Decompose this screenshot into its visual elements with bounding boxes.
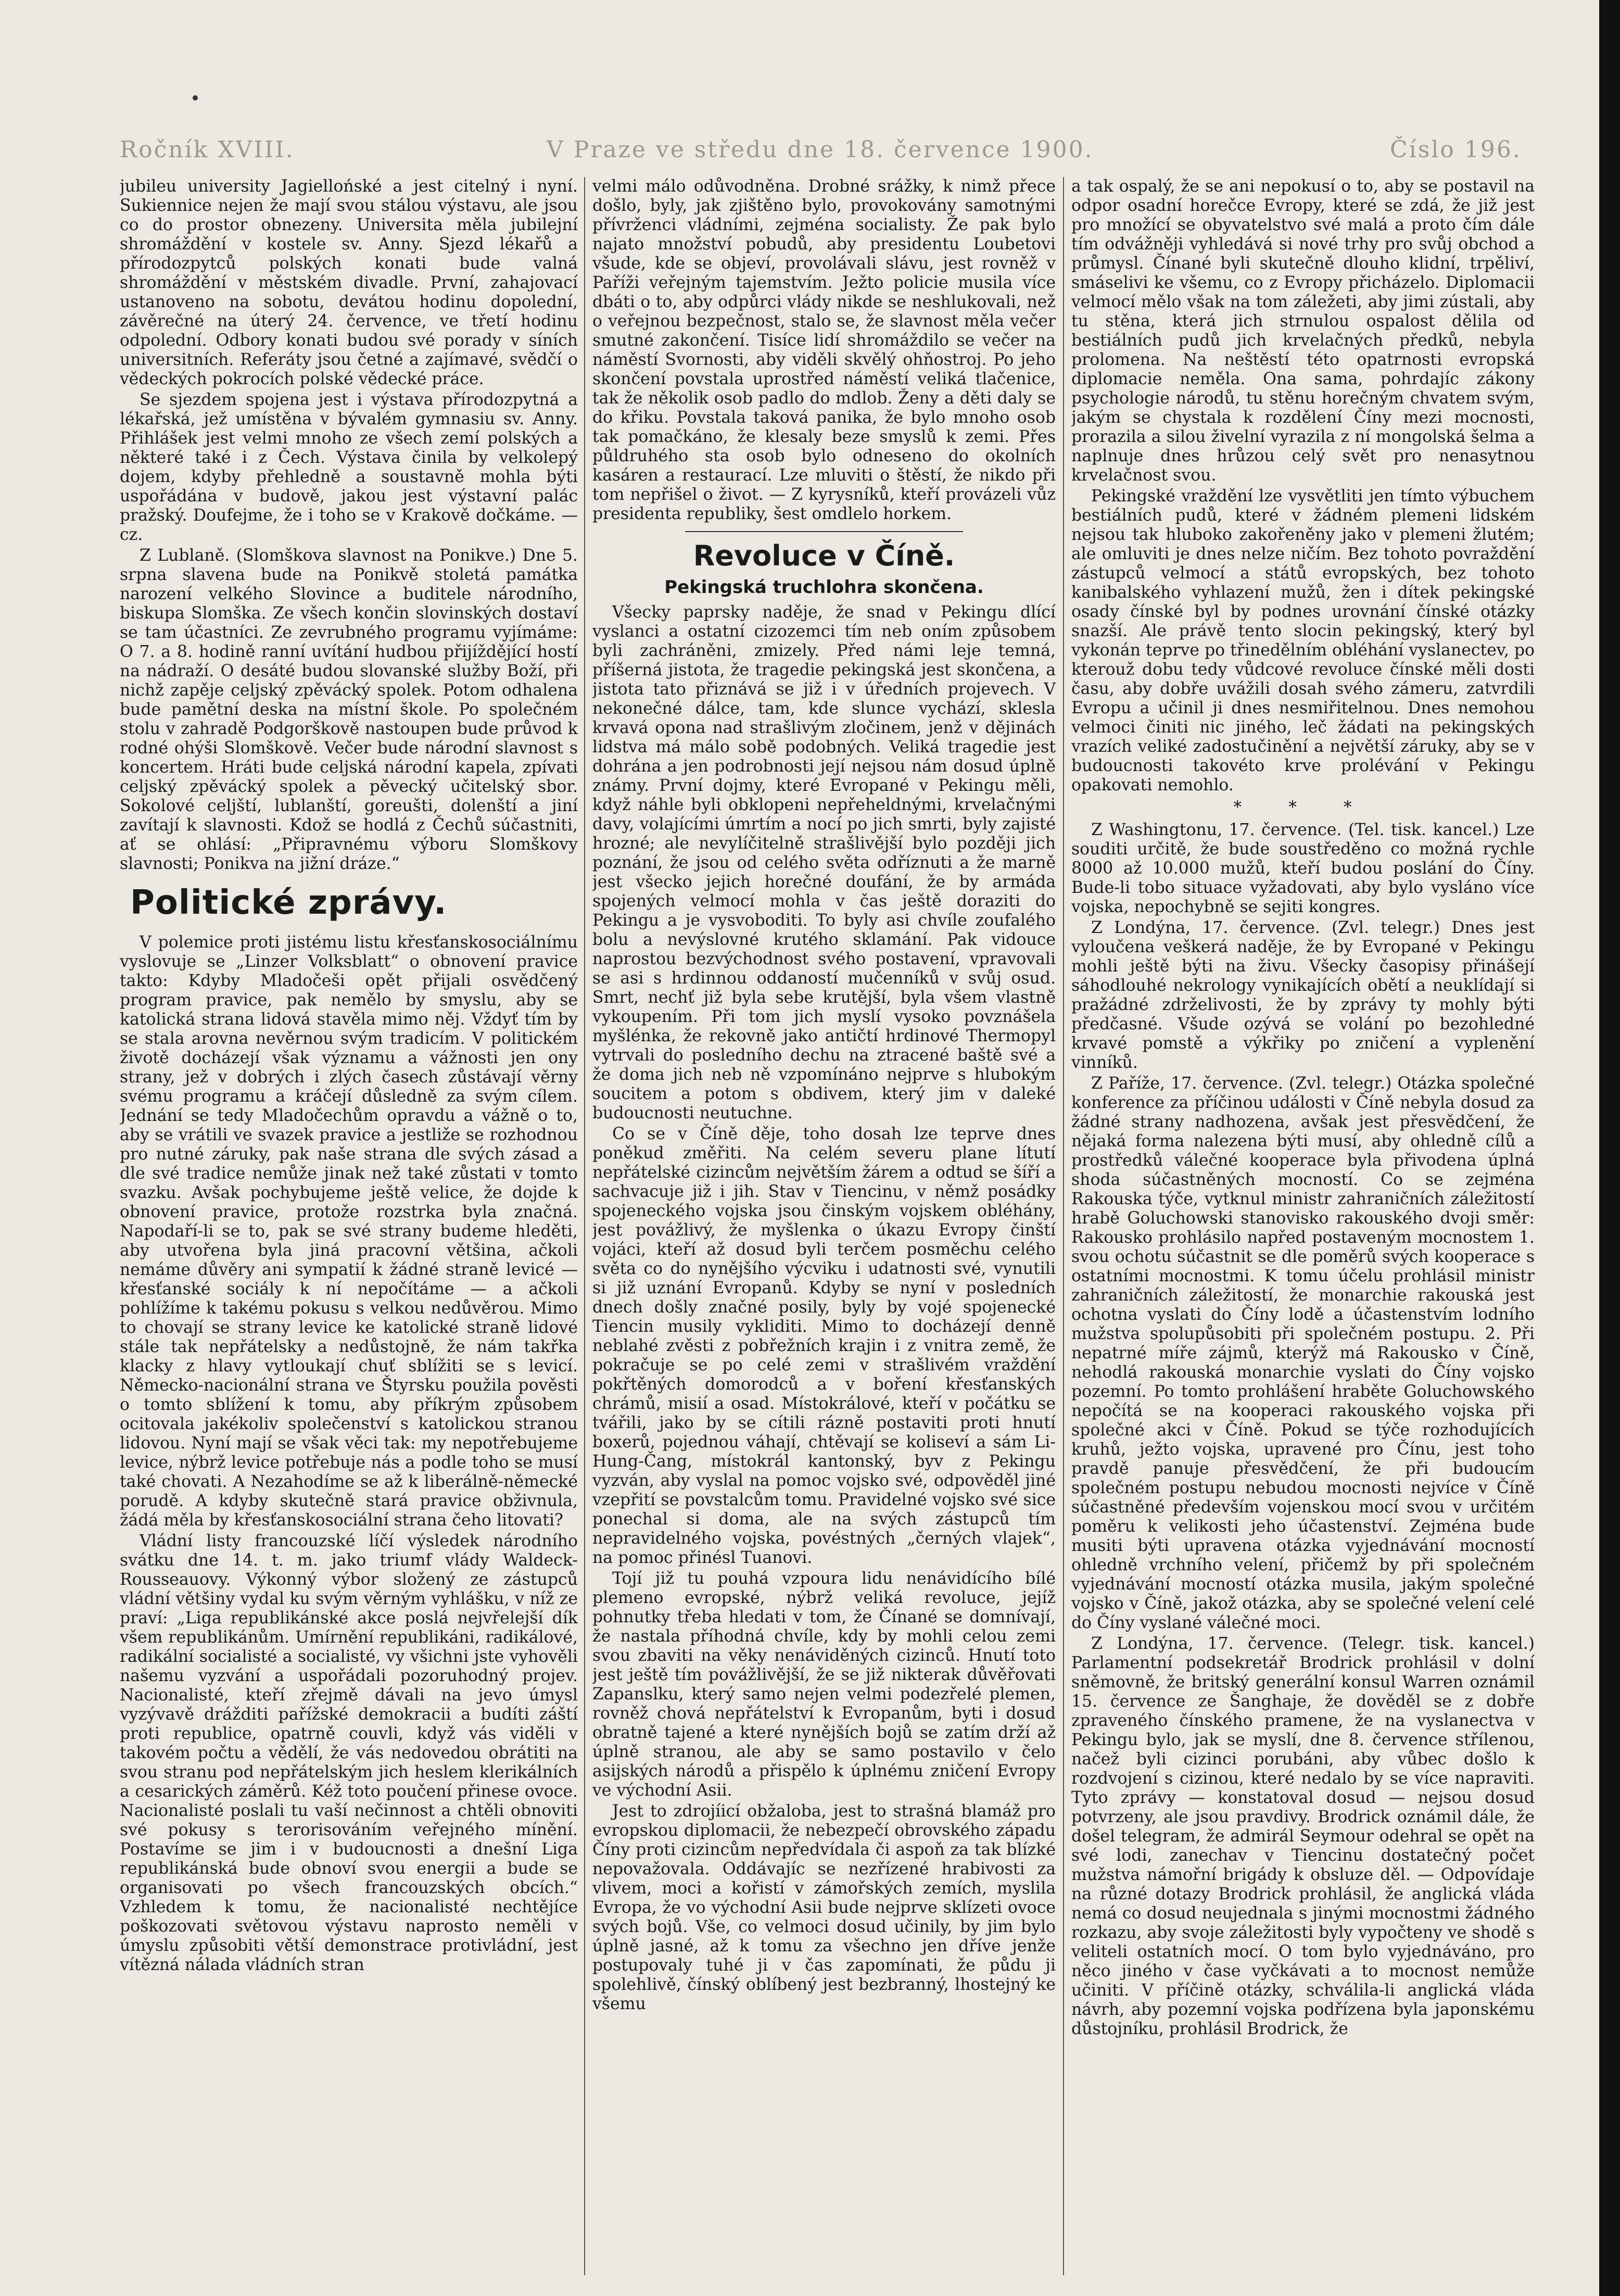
issue-date: V Praze ve středu dne 18. července 1900.: [547, 136, 1094, 163]
issue-number: Číslo 196.: [1390, 136, 1522, 163]
section-title: Politické zprávy.: [130, 884, 447, 922]
scan-edge: [1599, 0, 1620, 2296]
article-paragraph: Všecky paprsky naděje, že snad v Pekingu dlící vyslanci a ostatní cizozemci tím neb oním způsobem byli zachráněni, zmizely. Před námi leje temná, příšerná jistota, že tragedie pekingská jest skončena, a jistota tato přiznává se již i v úředních projevech. V nekonečné dálce, tam, kde slunce vychází, sklesla krvavá opona nad strašlivým zločinem, jenž v dějinách lidstva má málo sobě podobných. Veliká tragedie jest dohrána a jen podrobnosti její nejsou nám dosud úplně známy. První dojmy, které Evropané v Pekingu měli, když náhle byli obklopeni nepřeheldnými, krvelačnými davy, volajícími úmrtím a nocí po jich smrti, byly zajisté hrozné; ale nevylíčitelně strašlivější bylo později jich poznání, že jsou od celého světa odříznuti a že marně jest všecko jejich horečné doufání, že by armáda spojených velmocí mohla v čas ještě doraziti do Pekingu a je vysvoboditi. To byly asi chvíle zoufalého bolu a nevýslovné krutého sklamání. Pak vidouce naprostou bezvýchodnost svého postavení, vpravovali se asi s hrdinnou oddaností mučenníků v svůj osud. Smrt, nechť již byla sebe krutější, byla všem vlastně vykoupením. Při tom jich myslí vysoko povznášela myšlénka, že rekovně jako antičtí hrdinové Thermopyl vytrvali do posledního dechu na ztracené baště své a že doma jich neb ně vzpomínáno nejprve s hlubokým soucitem a potom s obdivem, který jim v daleké budoucnosti neutuchne.: [592, 603, 1056, 1122]
news-item: Z Paříže, 17. července. (Zvl. telegr.) Otázka společné konference za příčinou události v Číně nebyla dosud za žádné strany nadhozena, avšak jest přesvědčení, že nějaká forma nalezena býti musí, aby ohledně cílů a prostředků válečné kooperace byla přivodena úplná shoda súčastněných mocností. Co se zejména Rakouska týče, vytknul ministr zahraničních záležitostí hrabě Goluchowski stanovisko rakouského dvoji směr: Rakousko prohlásilo napřed postaveným mocnostem 1. svou ochotu súčastnit se dle poměrů svých kooperace s ostatními mocnostmi. K tomu účelu prohlásil ministr zahraničních záležitostí, že monarchie rakouská jest ochotna vyslati do Číny lodě a účastenstvím lodního mužstva spolupůsobiti při společném postupu. 2. Při nepatrné míře zájmů, kterýž má Rakousko v Číně, nehodlá rakouská monarchie vyslati do Číny vojsko pozemní. Po tomto prohlášení hraběte Goluchowského nepočítá se na kooperaci rakouského vojska při společné akci v Číně. Pokud se týče rozhodujících kruhů, ježto vojska, upravené pro Čínu, jest toho pravdě panuje přesvědčení, že při budoucím společném postupu nebudou mocnosti nejvíce v Číně súčastněné především vojenskou mocí svou v určitém poměru k velikosti jeho účastenství. Zejména bude musiti býti upravena otázka vyjednávání mocností ohledně vrchního velení, přičemž by při společném vyjednávání mocností otázka musila, jakým společné vojsko v Číně, jakož otázka, aby se společné velení celé do Číny vyslané válečné moci.: [1071, 1074, 1535, 1632]
article-paragraph: Pekingské vraždění lze vysvětliti jen tímto výbuchem bestiálních pudů, které v žádném plemeni lidském nejsou tak hluboko zakořeněny jako v plemeni žlutém; ale omluviti je dnes nelze ničím. Bez tohoto povraždění zástupců velmocí a států evropských, bez tohoto kanibalského vyhlazení mužů, žen i dítek pekingské osady čínské byl by podnes urovnání čínské otázky snazší. Ale právě tento slocin pekingský, který byl vykonán teprve po třinedělním obléhání vyslanectev, po kterouž dobu tedy vůdcové revoluce čínské měli dosti času, aby dobře uvážili dosah svého zámeru, zatvrdili Evropu a učinil ji dnes nesmiřitelnou. Dnes nemohou velmoci činiti nic jiného, leč žádati na pekingských vrazích veliké zadostučinění a největší záruky, aby se v budoucnosti takovéto krve prolévání v Pekingu opakovati nemohlo.: [1071, 487, 1535, 794]
column-3: [1071, 177, 1535, 2280]
masthead-line: [120, 136, 1522, 173]
article-paragraph: Vládní listy francouzské líčí výsledek národního svátku dne 14. t. m. jako triumf vlády Waldeck-Rousseauovy. Výkonný výbor složený ze zástupců vládní většiny vydal ku svým věrným vyhlášku, v níž ze praví: „Liga republikánské akce poslá nejvřelejší dík všem republikánům. Umírnění republikáni, radikálové, radikální socialisté a socialisté, vy všichni jste vyhověli našemu vyzvání a uspořádali pozoruhodný projev. Nacionalisté, kteří zřejmě dávali na jevo úmysl vyzývavě drážditi pařížské demokracii a budíti záští proti republice, opatrně couvli, když vás viděli v takovém počtu a vědělí, že vás nedovedou obrátiti na svou stranu pod nepřátelským jich heslem klerikálních a cesarických záměrů. Kéž toto poučení přinese ovoce. Nacionalisté poslali tu vaší nečinnost a chtěli obnoviti své pokusy s terorisováním veřejného mínění. Postavíme se jim i v budoucnosti a dnešní Liga republikánská bude obnoví svou energii a bude se organisovati po všech francouzských obcích.“ Vzhledem k tomu, že nacionalisté nechtějíce poškozovati světovou výstavu naprosto neměli v úmyslu způsobiti větší demonstrace protivládní, jest vítězná nálada vládních stran: [120, 1532, 578, 1974]
article-paragraph: velmi málo odůvodněna. Drobné srážky, k nimž přece došlo, byly, jak zjištěno bylo, provokovány samotnými přívrženci vládními, zejména socialisty. Že pak bylo najato množství pobudů, aby presidentu Loubetovi všude, kde se objeví, provolávali slávu, jest rovněž v Paříži veřejným tajemstvím. Ježto policie musila více dbáti o to, aby odpůrci vlády nikde se neshlukovali, než o veřejnou bezpečnost, stalo se, že slavnost měla večer smutné zakončení. Tisíce lidí shromáždilo se večer na náměstí Svornosti, aby viděli skvělý ohňostroj. Po jeho skončení povstala uprostřed náměstí veliká tlačenice, tak že několik osob padlo do mdlob. Ženy a děti daly se do křiku. Povstala taková panika, že bylo mnoho osob tak pomačkáno, že klesaly beze smyslů k zemi. Přes půldruhého sta osob bylo odneseno do okolních kasáren a restaurací. Lze mluviti o štěstí, že nikdo při tom nepřišel o život. — Z kyrysníků, kteří provázeli vůz presidenta republiky, šest omdlelo horkem.: [592, 177, 1056, 523]
article-paragraph: a tak ospalý, že se ani nepokusí o to, aby se postavil na odpor osadní horečce Evropy, které se zdá, že již jest pro množící se obyvatelstvo své malá a proto čím dále tím odvážněji vyhledává si nové trhy pro svůj obchod a průmysl. Čínané byli skutečně dlouho klidní, trpěliví, smáselivi ke všemu, co z Evropy přicházelo. Diplomacii velmocí mělo však na tom záležeti, aby jimi zústali, aby tu stěna, která jich strnulou ospalost dělila od bestiálních pudů jich krvelačných předků, nebyla prolomena. Na neštěstí této opatrnosti evropská diplomacie neměla. Ona sama, pohrdajíc zákony psychologie národů, tu stěnu horečným chvatem svým, jakým se chystala k rozdělení Číny mezi mocnosti, prorazila a silou živelní vyrazila z ní mongolská šelma a naplnuje dnes hrůzou celý svět pro nenasytnou krvelačnost svou.: [1071, 177, 1535, 485]
article-paragraph: jubileu university Jagiellońské a jest citelný i nyní. Sukiennice nejen že mají svou stálou výstavu, ale jsou co do prostor obnezeny. Universita měla jubilejní shromáždění v kostele sv. Anny. Sjezd lékařů a přírodozpytců polských konati bude valná shromáždění v městském divadle. První, zahajovací ustanoveno na sobotu, devátou hodinu dopolední, závěrečné na úterý 24. července, ve třetí hodinu odpolední. Odbory konati budou své porady v síních universitních. Referáty jsou četné a zajímavé, svědčí o vědeckých pokrocích polské vědecké práce.: [120, 177, 578, 388]
article-paragraph: V polemice proti jistému listu křesťanskosociálnímu vyslovuje se „Linzer Volksblatt“ o obnovení pravice takto: Kdyby Mladočeši opět přijali osvědčený program pravice, pak nemělo by smyslu, aby se katolická strana lidová stavěla mimo něj. Vždyť tím by se stala arovna nevěrnou svým tradicím. V politickém životě docházejí však významu a vážnosti jen ony strany, jež v dobrých i zlých časech zůstávají věrny svému programu a kráčejí důsledně za svým cílem. Jednání se tedy Mladočechům opravdu a vážně o to, aby se vrátili ve svazek pravice a jestliže se rozhodnou pro nutné záruky, pak naše strana dle svých zásad a dle své tradice nemůže jinak než také zůstati v tomto svazku. Avšak pochybujeme ještě velice, že dojde k obnovení pravice, protože rozstrka byla značná. Napodaří-li se to, pak se své strany budeme hleděti, aby utvořena byla jiná pracovní většina, ačkoli nemáme důvěry ani sympatií k žádné straně levicé — křesťanské sociály k ní nepočítáme — a ačkoli pohlížíme k takému pokusu s velkou nedůvěrou. Mimo to chovají se strany levice ke katolické straně lidové stále tak nepřátelsky a nedůstojně, že nám takřka klacky z hlavy vytloukají chuť sblížiti se s levicí. Německo-nacionální strana ve Štyrsku použila pověsti o tomto sblížení k tomu, aby příkrým způsobem ocitovala jakékoliv společenství s katolickou stranou lidovou. Nyní mají se však věci tak: my nepotřebujeme levice, nýbrž levice potřebuje nás a podle toho se musí také chovati. A Nezahodíme se až k liberálně-německé porudě. A kdyby skutečně stará pravice obživnula, žádá měla by křesťanskosociální strana čeho litovati?: [120, 933, 578, 1530]
column-2: [592, 177, 1056, 2280]
article-paragraph: Jest to zdrojíicí obžaloba, jest to strašná blamáž pro evropskou diplomacii, že nebezpečí obrovského západu Číny proti cizincům nepředvídala či aspoň za tak blízké nepovažovala. Oddávajíc se nezřízené hrabivosti za vlivem, moci a kořistí v zámořských zemích, myslila Evropa, že vo východní Asii bude nejprve sklízeti ovoce svých bojů. Vše, co velmoci dosud učinily, by jim bylo úplně jasné, až k tomu za všechno jen dříve jenže postupovaly tuhé ji v čas zapomínati, že půdu ji spolehlivě, čínský oblíbený jest bezbranný, lhostejný ke všemu: [592, 1802, 1056, 2013]
separator-stars: * * *: [1233, 798, 1373, 817]
article-headline: Revoluce v Číně.: [693, 539, 955, 572]
article-paragraph: Co se v Číně děje, toho dosah lze teprve dnes poněkud změřiti. Na celém severu plane lítutí nepřátelské cizincům největším žárem a odtud se šíří a sachvacuje již i jih. Stav v Tiencinu, v němž posádky spojeneckého vojska jsou činským vojskem obléhány, jest povážlivý, že myšlenka o úkazu Evropy činští vojáci, kteří až dosud byli terčem posměchu celého světa co do nynějšího výcviku i udatnosti své, vynutili si již uznání Evropanů. Kdyby se nyní v posledních dnech došly značné posily, byly by vojé spojenecké Tiencin musily vykliditi. Mimo to docházejí denně neblahé zvěsti z pobřežních krajin i z vnitra země, že pokračuje se po celé zemi v strašlivém vraždění pokřtěných domorodců a v boření křesťanských chrámů, misií a osad. Místokrálové, kteří v počátku se tvářili, jako by se cítili rázně postaviti proti hnutí boxerů, pojednou váhají, chtěvají se koliseví a sám Li-Hung-Čang, místokrál kantonský, byv z Pekingu vyzván, aby vyslal na pomoc vojsko své, odpověděl jiné vzepřití se povstalcům tomu. Pravidelné vojsko své sice ponechal si doma, ale na svých zástupců tím nepravidelného vojska, povéstných „černých vlajek“, na pomoc přinésl Tuanovi.: [592, 1125, 1056, 1567]
news-item: Z Londýna, 17. července. (Telegr. tisk. kancel.) Parlamentní podsekretář Brodrick prohlásil v dolní sněmovně, že britský generální konsul Warren oznámil 15. července ze Šanghaje, že dověděl se z dobře zpraveného čínského pramene, že na vyslanectva v Pekingu bylo, jak se myslí, dne 8. července střílenou, načež byli cizinci porubáni, aby vůbec došlo k rozdvojení s cizinou, které nedalo by se více napraviti. Tyto zprávy — konstatoval dosud — nejsou dosud potvrzeny, ale jsou pravdivy. Brodrick oznámil dále, že došel telegram, že admirál Seymour odehral se opět na své lodi, zanechav v Tiencinu dostatečný počet mužstva námořní brigády k obsluze děl. — Odpovídaje na různé dotazy Brodrick prohlásil, že anglická vláda nemá co dosud neujednala s jinými mocnostmi žádného rozkazu, aby svoje záležitosti byly vypočteny ve shodě s veliteli ostatních mocí. O tom bylo vyjednáváno, pro něco jiného v čase vyčkávati a to mocnost nemůže učiniti. V příčině otázky, schválila-li anglická vláda návrh, aby pozemní vojska podřízena byla japonskému důstojníku, prohlásil Brodrick, že: [1071, 1634, 1535, 2038]
issue-volume: Ročník XVIII.: [120, 136, 295, 163]
article-paragraph: Tojí již tu pouhá vzpoura lidu nenávidícího bílé plemeno evropské, nýbrž veliká revoluce, jejíž pohnutky třeba hledati v tom, že Čínané se domnívají, že nastala příhodná chvíle, kdy by mohli celou zemi svou zbaviti na věky nenáviděných cizinců. Hnutí toto jest ještě tím povážlivější, že se již nikterak důvěřovati Zapanslku, který samo nejen velmi podezřelé plemen, rovněž chová nepřátelství k Evropanům, byti i dosud obratně tajené a které nynějších bojů se zatím drží až úplně stranou, ale aby se samo postavilo v čelo asijských národů a přispělo k úplnému zničení Evropy ve východní Asii.: [592, 1569, 1056, 1800]
news-item: Z Londýna, 17. července. (Zvl. telegr.) Dnes jest vyloučena veškerá naděje, že by Evropané v Pekingu mohli ještě býti na živu. Všecky časopisy přinášejí sáhodlouhé nekrology vynikajících obětí a neuklídají si pražádné zdrželivosti, že by zprávy ty mohly býti předčasné. Všude ozývá se volání po bezohledné krvavé pomstě a výkřiky po zničení a vyplenění vinníků.: [1071, 918, 1535, 1072]
news-item: Z Washingtonu, 17. července. (Tel. tisk. kancel.) Lze souditi určitě, že bude soustředěno co možná rychle 8000 až 10.000 mužů, kteří budou poslání do Číny. Bude-li tobo situace vyžadovati, aby bylo vysláno více vojska, nepochybně se sejiti kongres.: [1071, 821, 1535, 916]
divider: [685, 531, 963, 532]
article-subheadline: Pekingská truchlohra skončena.: [664, 577, 984, 598]
article-paragraph: Z Lublaně. (Slomškova slavnost na Ponikve.) Dne 5. srpna slavena bude na Ponikvě stoletá památka narození velkého Slovince a buditele národního, biskupa Slomška. Ze všech končin slovinských dostaví se tam účastníci. Ze zevrubného programu vyjímáme: O 7. a 8. hodině ranní uvítání hudbou přijíždějící hostí na nádraží. O desáté budou slovanské služby Boží, při nichž zapěje celjský zpěvácký spolek. Potom odhalena bude pamětní deska na místní škole. Po společném stolu v zahradě Podgorškově nastoupen bude průvod k rodné ohýši Slomškově. Večer bude národní slavnost s koncertem. Hráti bude celjská národní kapela, zpívati celjský zpěvácký spolek a pěvecký učitelský sbor. Sokolové celjští, lublanští, goreušti, dolenští a jiní zavítají k slavnosti. Kdož se hodlá z Čechů súčastniti, ať se ohlásí: „Připravnému výboru Slomškovy slavnosti; Ponikva na jižní dráze.“: [120, 546, 578, 873]
article-paragraph: Se sjezdem spojena jest i výstava přírodozpytná a lékařská, jež umístěna v bývalém gymnasiu sv. Anny. Přihlášek jest velmi mnoho ze všech zemí polských a některé také i z Čech. Výstava činila by velkolepý dojem, kdyby přehledně a soustavně mohla býti uspořádána v budově, jakou jest výstavní palác pražský. Doufejme, že i toho se v Krakově dočkáme. —cz.: [120, 390, 578, 544]
column-1: [120, 177, 578, 2280]
column-rule: [584, 177, 585, 2275]
column-rule: [1063, 177, 1064, 2275]
ink-mark: [193, 95, 198, 100]
